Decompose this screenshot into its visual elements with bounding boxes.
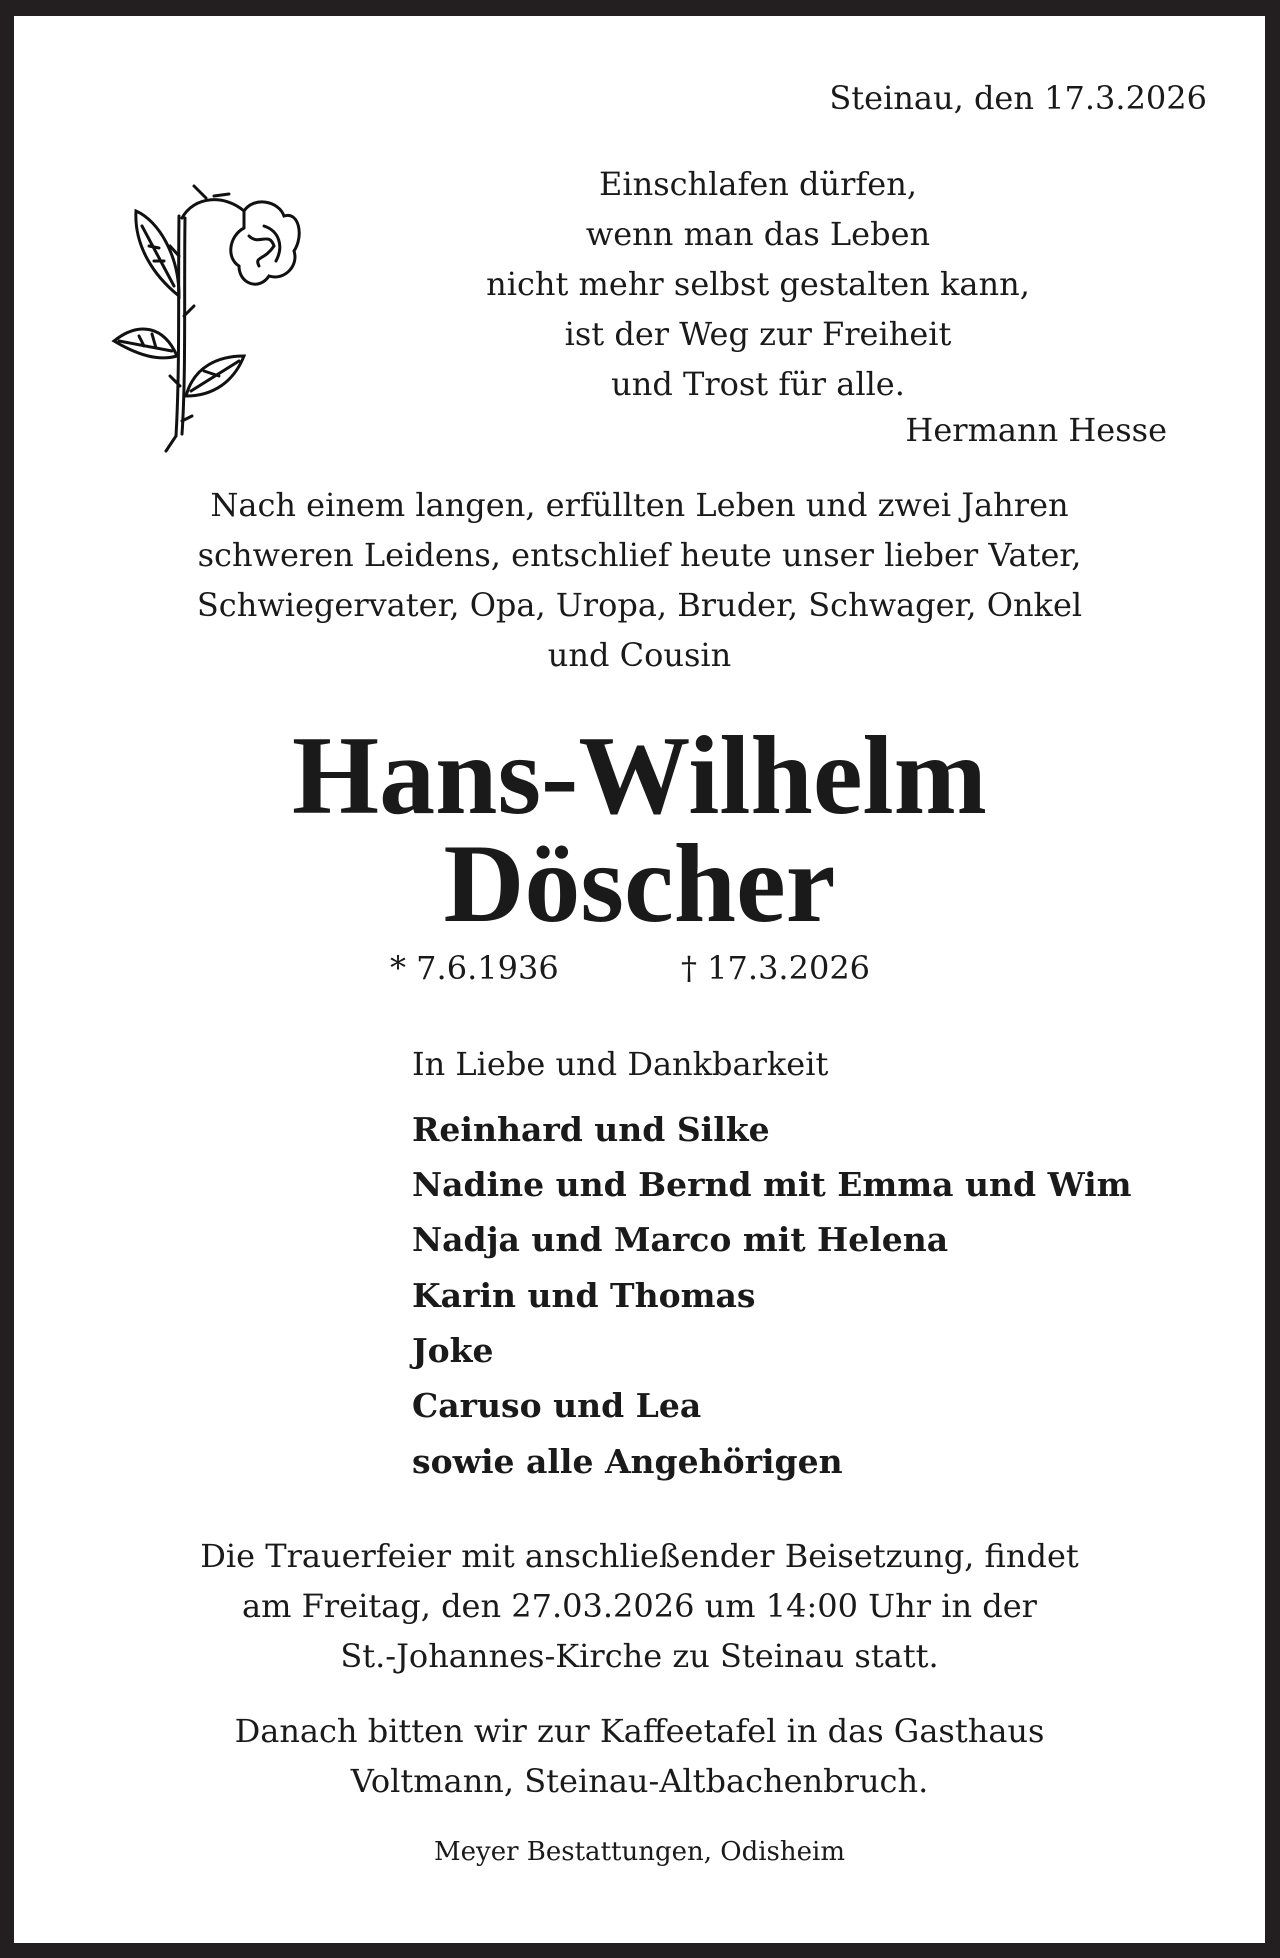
- intro-line: Nach einem langen, erfüllten Leben und zwei Jahren: [210, 486, 1069, 524]
- poem-author: Hermann Hesse: [905, 411, 1167, 449]
- mourner: Nadine und Bernd mit Emma und Wim: [412, 1165, 1132, 1204]
- poem-line: ist der Weg zur Freiheit: [564, 315, 952, 353]
- mourner: Caruso und Lea: [412, 1386, 702, 1425]
- death-date: † 17.3.2026: [681, 949, 871, 987]
- birth-date: * 7.6.1936: [390, 949, 559, 987]
- mourner: Reinhard und Silke: [412, 1110, 770, 1149]
- funeral-home: Meyer Bestattungen, Odisheim: [434, 1837, 845, 1867]
- mourner: Karin und Thomas: [412, 1276, 756, 1315]
- mourner: Joke: [412, 1331, 494, 1370]
- intro-line: und Cousin: [547, 636, 732, 674]
- mourners-heading: In Liebe und Dankbarkeit: [412, 1045, 829, 1083]
- service-line: Die Trauerfeier mit anschließender Beisetzung, findet: [200, 1537, 1079, 1575]
- mourner: sowie alle Angehörigen: [412, 1442, 843, 1481]
- intro-line: Schwiegervater, Opa, Uropa, Bruder, Schwager, Onkel: [196, 586, 1083, 624]
- poem-line: und Trost für alle.: [611, 365, 905, 403]
- poem-line: Einschlafen dürfen,: [599, 165, 917, 203]
- intro-line: schweren Leidens, entschlief heute unser lieber Vater,: [197, 536, 1082, 574]
- service-line: am Freitag, den 27.03.2026 um 14:00 Uhr in der: [242, 1587, 1037, 1625]
- intro-text: [14, 480, 1265, 680]
- reception-line: Danach bitten wir zur Kaffeetafel in das Gasthaus: [234, 1712, 1045, 1750]
- poem-line: wenn man das Leben: [585, 215, 931, 253]
- deceased-first-name: Hans-Wilhelm: [292, 714, 987, 838]
- reception-info: [14, 1706, 1265, 1806]
- service-line: St.-Johannes-Kirche zu Steinau statt.: [340, 1637, 939, 1675]
- deceased-last-name: Döscher: [443, 822, 836, 946]
- mourner: Nadja und Marco mit Helena: [412, 1220, 949, 1259]
- poem: [314, 159, 1202, 409]
- place-date: Steinau, den 17.3.2026: [829, 79, 1207, 117]
- obituary-notice: [14, 16, 1265, 1943]
- service-info: [14, 1531, 1265, 1681]
- poem-line: nicht mehr selbst gestalten kann,: [486, 265, 1030, 303]
- reception-line: Voltmann, Steinau-Altbachenbruch.: [350, 1762, 929, 1800]
